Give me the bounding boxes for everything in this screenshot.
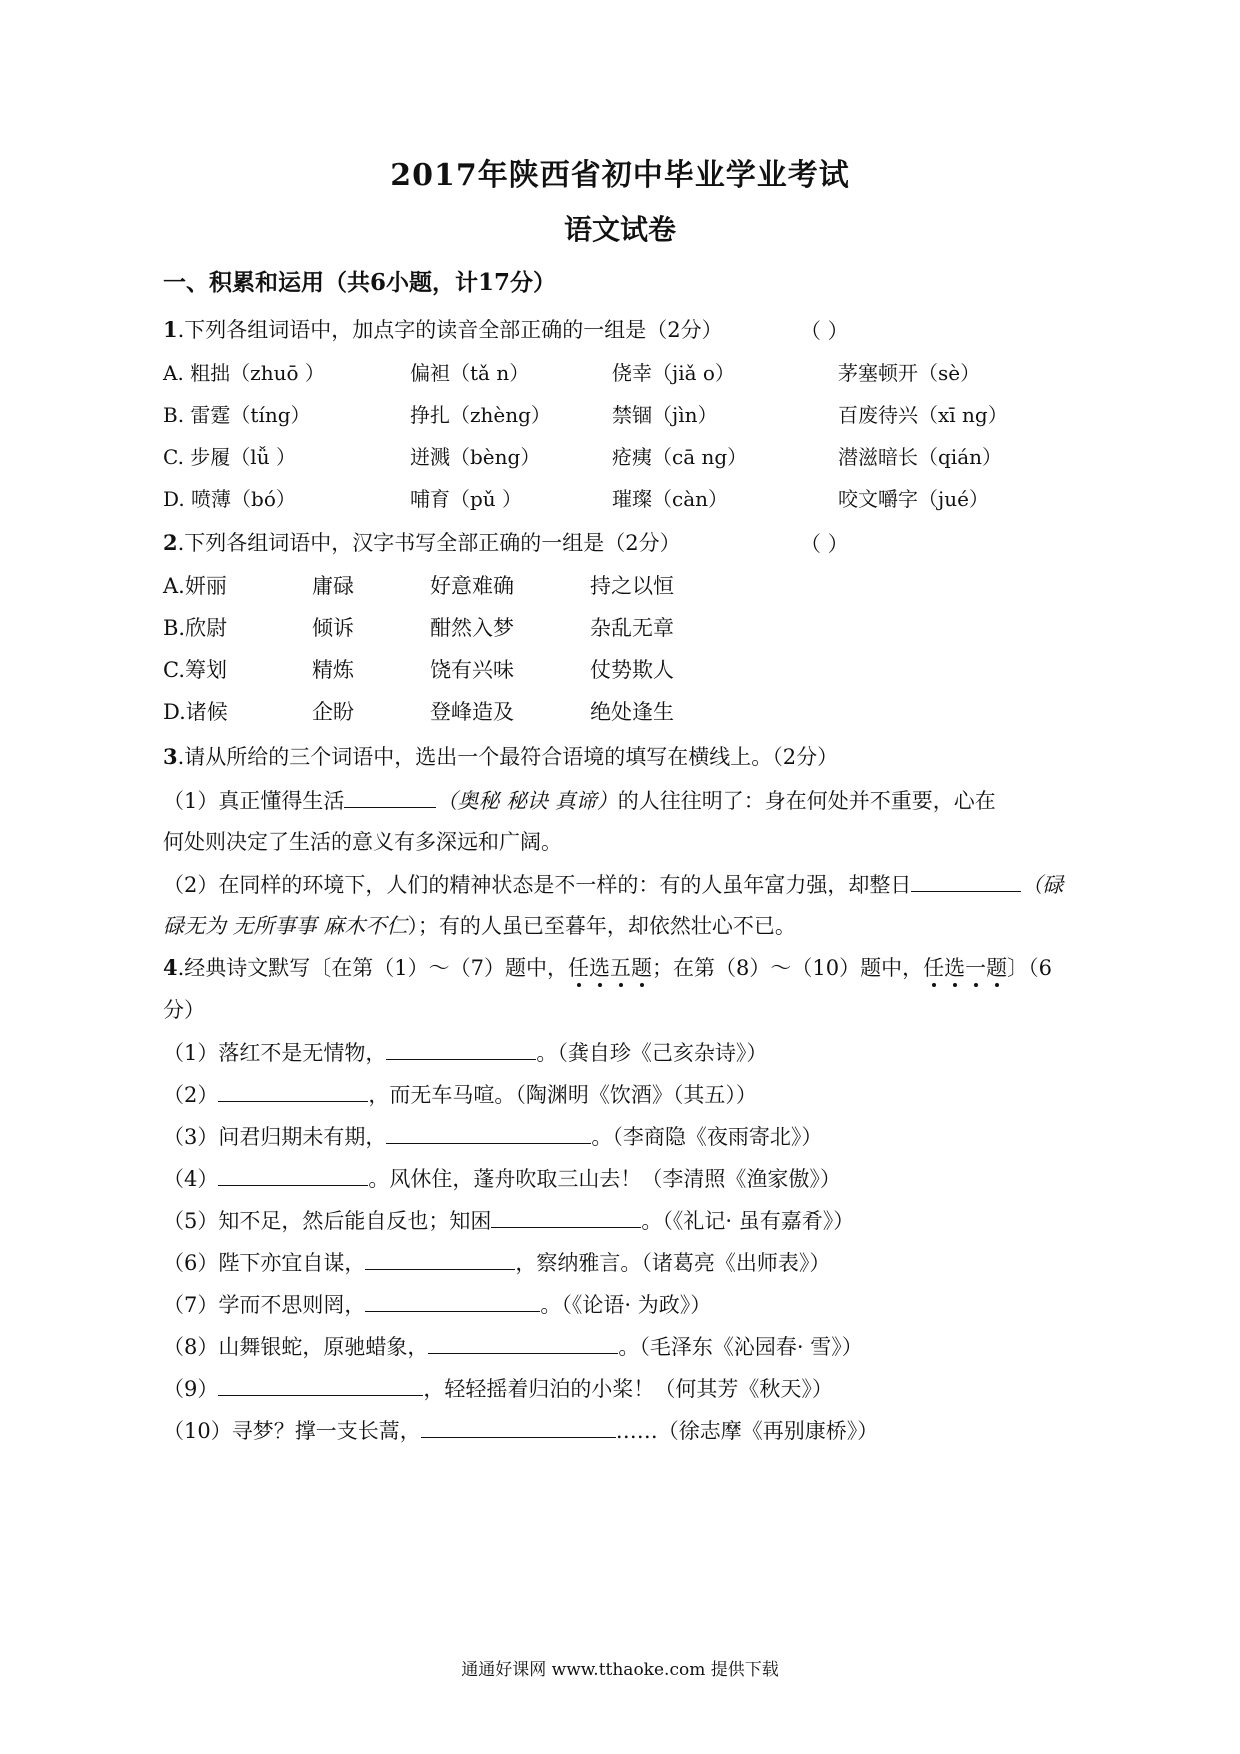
item-source: 。（毛泽东《沁园春· 雪》） xyxy=(618,1335,863,1359)
question-4-stem xyxy=(163,953,1052,983)
option-cell: 潜滋暗长（qián） xyxy=(838,445,1003,469)
text: （1）真正懂得生活 xyxy=(163,789,345,813)
question-text: .下列各组词语中，汉字书写全部正确的一组是（2分） xyxy=(177,531,681,555)
item-source: ……（徐志摩《再别康桥》） xyxy=(615,1419,879,1443)
option-cell: 璀璨（càn） xyxy=(612,487,729,511)
option-cell: B. 雷霆（tíng） xyxy=(163,403,311,427)
option-cell: C.筹划 xyxy=(163,658,227,682)
item-text: （7）学而不思则罔， xyxy=(163,1293,366,1317)
question-3-part-1 xyxy=(163,785,996,816)
item-text: （2） xyxy=(163,1083,219,1107)
option-cell: 饶有兴味 xyxy=(430,658,514,682)
option-cell: 茅塞顿开（sè） xyxy=(838,361,981,385)
fill-blank[interactable] xyxy=(218,1079,368,1102)
option-cell: 禁锢（jìn） xyxy=(612,403,718,427)
recitation-item xyxy=(163,1205,854,1236)
recitation-item xyxy=(163,1037,767,1068)
item-text: （8）山舞银蛇，原驰蜡象， xyxy=(163,1335,429,1359)
item-source: ，察纳雅言。（诸葛亮《出师表》） xyxy=(515,1251,831,1275)
option-cell: 侥幸（jiǎ o） xyxy=(612,361,735,385)
option-cell: 杂乱无章 xyxy=(590,616,674,640)
exam-title: 2017年陕西省初中毕业学业考试 xyxy=(390,158,850,193)
recitation-item xyxy=(163,1163,841,1194)
option-cell: 迸溅（bèng） xyxy=(410,445,541,469)
question-number: 3 xyxy=(163,744,178,769)
recitation-item xyxy=(163,1289,711,1320)
answer-paren: （ ） xyxy=(800,532,849,556)
fill-blank[interactable] xyxy=(365,1289,540,1312)
text: ）；有的人虽已至暮年，却依然壮心不已。 xyxy=(407,914,796,938)
question-number: 2 xyxy=(163,530,178,555)
item-text: （6）陛下亦宜自谋， xyxy=(163,1251,366,1275)
recitation-item xyxy=(163,1415,878,1446)
option-cell: 倾诉 xyxy=(312,616,354,640)
option-cell: D.诸候 xyxy=(163,700,228,724)
option-cell: 百废待兴（xī ng） xyxy=(838,403,1008,427)
recitation-item xyxy=(163,1121,822,1152)
text: ；在第（8）～（10）题中， xyxy=(652,956,924,980)
item-text: （3）问君归期未有期， xyxy=(163,1125,387,1149)
question-number: 4 xyxy=(163,955,178,980)
option-cell: 绝处逢生 xyxy=(590,700,674,724)
item-text: （4） xyxy=(163,1167,219,1191)
page-footer: 通通好课网 www.tthaoke.com 提供下载 xyxy=(461,1660,779,1680)
item-text: （5）知不足，然后能自反也；知困 xyxy=(163,1209,492,1233)
fill-blank[interactable] xyxy=(421,1415,616,1438)
answer-paren: （ ） xyxy=(800,319,849,343)
fill-blank[interactable] xyxy=(218,1163,368,1186)
item-text: （9） xyxy=(163,1377,219,1401)
recitation-item xyxy=(163,1331,863,1362)
item-source: 。（李商隐《夜雨寄北》） xyxy=(591,1125,823,1149)
item-source: 。（龚自珍《己亥杂诗》） xyxy=(536,1041,768,1065)
option-cell: 酣然入梦 xyxy=(430,616,514,640)
item-text: （1）落红不是无情物， xyxy=(163,1041,387,1065)
item-source: 。风休住，蓬舟吹取三山去！（李清照《渔家傲》） xyxy=(368,1167,841,1191)
fill-blank[interactable] xyxy=(911,869,1021,892)
section-heading: 一、积累和运用（共6小题，计17分） xyxy=(163,269,557,296)
item-text: （10）寻梦？撑一支长蒿， xyxy=(163,1419,421,1443)
option-cell: 咬文嚼字（jué） xyxy=(838,487,989,511)
fill-blank[interactable] xyxy=(428,1331,618,1354)
option-cell: 企盼 xyxy=(312,700,354,724)
text: 〕（6 xyxy=(1007,956,1052,980)
fill-blank[interactable] xyxy=(365,1247,515,1270)
question-3-stem xyxy=(163,742,838,772)
question-text: .请从所给的三个词语中，选出一个最符合语境的填写在横线上。（2分） xyxy=(177,745,839,769)
emphasized-text: 任选五题 xyxy=(568,956,652,980)
option-cell: 庸碌 xyxy=(312,574,354,598)
question-1-stem xyxy=(163,315,723,345)
question-3-part-2 xyxy=(163,869,1063,900)
question-2-stem xyxy=(163,528,681,558)
recitation-item xyxy=(163,1079,757,1110)
question-4-stem-cont: 分） xyxy=(163,998,205,1022)
text: （2）在同样的环境下，人们的精神状态是不一样的：有的人虽年富力强，却整日 xyxy=(163,873,912,897)
option-cell: 哺育（pǔ ） xyxy=(410,487,523,511)
option-cell: A.妍丽 xyxy=(163,574,227,598)
fill-blank[interactable] xyxy=(386,1121,591,1144)
option-cell: B.欣尉 xyxy=(163,616,228,640)
question-number: 1 xyxy=(163,317,178,342)
fill-blank[interactable] xyxy=(344,785,436,808)
option-cell: 挣扎（zhèng） xyxy=(410,403,551,427)
recitation-item xyxy=(163,1373,833,1404)
question-3-part-2-cont xyxy=(163,911,796,941)
text: 的人往往明了：身在何处并不重要，心在 xyxy=(617,789,996,813)
option-cell: A. 粗拙（zhuō ） xyxy=(163,361,325,385)
item-source: ，而无车马喧。（陶渊明《饮酒》（其五）） xyxy=(368,1083,757,1107)
recitation-item xyxy=(163,1247,830,1278)
option-cell: 仗势欺人 xyxy=(590,658,674,682)
option-cell: 持之以恒 xyxy=(590,574,674,598)
option-cell: 登峰造及 xyxy=(430,700,514,724)
word-options: （奥秘 秘诀 真谛） xyxy=(436,789,618,813)
text: .经典诗文默写〔在第（1）～（7）题中， xyxy=(177,956,569,980)
option-cell: C. 步履（lǚ ） xyxy=(163,445,296,469)
exam-subtitle: 语文试卷 xyxy=(563,213,676,246)
emphasized-text: 任选一题 xyxy=(923,956,1007,980)
question-3-part-1-cont: 何处则决定了生活的意义有多深远和广阔。 xyxy=(163,830,562,854)
fill-blank[interactable] xyxy=(386,1037,536,1060)
word-options: （碌 xyxy=(1021,873,1064,897)
option-cell: D. 喷薄（bó） xyxy=(163,487,296,511)
question-text: .下列各组词语中，加点字的读音全部正确的一组是（2分） xyxy=(177,318,723,342)
item-source: 。（《礼记· 虽有嘉肴》） xyxy=(641,1209,855,1233)
option-cell: 精炼 xyxy=(312,658,354,682)
item-source: 。（《论语· 为政》） xyxy=(540,1293,712,1317)
fill-blank[interactable] xyxy=(218,1373,423,1396)
word-options: 碌无为 无所事事 麻木不仁 xyxy=(163,914,408,938)
option-cell: 好意难确 xyxy=(430,574,514,598)
option-cell: 疮痍（cā ng） xyxy=(612,445,748,469)
item-source: ，轻轻摇着归泊的小桨！（何其芳《秋天》） xyxy=(423,1377,833,1401)
fill-blank[interactable] xyxy=(491,1205,641,1228)
option-cell: 偏袒（tǎ n） xyxy=(410,361,530,385)
